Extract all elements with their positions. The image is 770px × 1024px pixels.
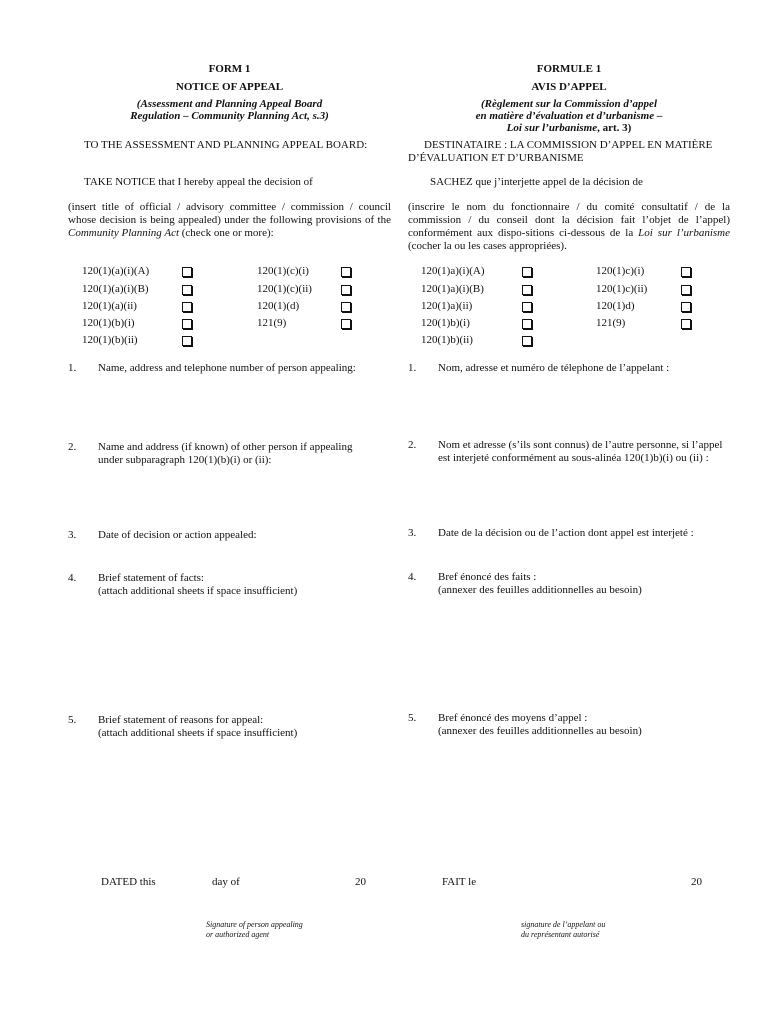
checkbox[interactable]	[522, 336, 532, 346]
provision-item	[596, 300, 635, 313]
provision-label: 120(1)(b)(ii)	[82, 334, 138, 346]
checkbox[interactable]	[522, 285, 532, 295]
provision-item	[596, 265, 644, 278]
addressee: TO THE ASSESSMENT AND PLANNING APPEAL BOARD:	[84, 139, 368, 151]
checkbox[interactable]	[341, 319, 351, 329]
signature-caption-line: signature de l’appelant ou	[521, 920, 606, 929]
provision-item	[421, 300, 472, 313]
item-text: Bref énoncé des faits :	[438, 571, 537, 583]
provision-item	[257, 265, 309, 278]
provision-item	[82, 300, 137, 313]
insert-instructions	[408, 201, 730, 253]
provision-label: 121(9)	[257, 317, 287, 329]
item-text: Brief statement of facts:	[98, 572, 204, 584]
provision-label: 120(1)c)(ii)	[596, 283, 648, 295]
take-notice: TAKE NOTICE that I hereby appeal the decision of	[84, 176, 313, 188]
insert-text: (inscrire le nom du fonctionnaire / du comité consultatif / de la commission / du conseil dont la décision fait l’objet de l’appel) conformément aux dispo-sitions ci-dessous de la	[408, 201, 730, 239]
section-ref: , art. 3)	[597, 122, 632, 134]
item-number: 5.	[408, 712, 417, 724]
checkbox[interactable]	[681, 319, 691, 329]
item-text: Date of decision or action appealed:	[98, 529, 257, 541]
regulation-line-1: (Règlement sur la Commission d’appel	[480, 98, 657, 110]
insert-instructions	[68, 201, 391, 240]
item-body	[98, 572, 391, 598]
item-note: (attach additional sheets if space insufficient)	[98, 585, 298, 597]
item-note: (attach additional sheets if space insufficient)	[98, 727, 298, 739]
item-text: Brief statement of reasons for appeal:	[98, 714, 264, 726]
addressee: DESTINATAIRE : LA COMMISSION D’APPEL EN MATIÈRE D’ÉVALUATION ET D’URBANISME	[408, 139, 713, 164]
provision-item	[82, 265, 149, 278]
provision-label: 120(1)a)(i)(A)	[421, 265, 485, 277]
regulation-line-2: Regulation – Community Planning Act, s.3)	[130, 110, 329, 122]
checkbox[interactable]	[341, 285, 351, 295]
provision-item	[596, 283, 647, 296]
provision-label: 120(1)(a)(i)(B)	[82, 283, 149, 295]
item-text: Name, address and telephone number of person appealing:	[98, 362, 356, 374]
item-text: Nom, adresse et numéro de télephone de l’appelant :	[438, 362, 670, 374]
form-title: NOTICE OF APPEAL	[175, 81, 284, 93]
item-number: 5.	[68, 714, 77, 726]
regulation-line-2: en matière d’évaluation et d’urbanisme –	[475, 110, 663, 122]
regulation-line-1: (Assessment and Planning Appeal Board	[136, 98, 323, 110]
provision-item	[257, 283, 312, 296]
item-number: 2.	[408, 439, 417, 451]
item-note: (annexer des feuilles additionnelles au besoin)	[438, 584, 642, 596]
provision-item	[421, 283, 484, 296]
day-of-label: day of	[212, 876, 240, 888]
provision-item	[82, 283, 149, 296]
insert-text-end: (cocher la ou les cases appropriées).	[408, 240, 567, 252]
take-notice: SACHEZ que j’interjette appel de la décision de	[430, 176, 643, 188]
signature-caption-line: du représentant autorisé	[521, 930, 600, 939]
provision-label: 120(1)a)(ii)	[421, 300, 473, 312]
checkbox[interactable]	[681, 267, 691, 277]
item-number: 3.	[408, 527, 417, 539]
checkbox[interactable]	[182, 267, 192, 277]
item-number: 1.	[408, 362, 417, 374]
provision-label: 120(1)a)(i)(B)	[421, 283, 484, 295]
provision-label: 120(1)d)	[596, 300, 635, 312]
act-name: Community Planning Act	[68, 227, 180, 239]
provision-item	[82, 317, 135, 330]
item-number: 3.	[68, 529, 77, 541]
regulation-line-3	[408, 122, 730, 135]
signature-caption-line: Signature of person appealing	[206, 920, 303, 929]
form-number: FORM 1	[208, 63, 251, 75]
provision-label: 120(1)(c)(i)	[257, 265, 309, 277]
signature-caption	[206, 920, 303, 940]
checkbox[interactable]	[182, 285, 192, 295]
provision-label: 120(1)(b)(i)	[82, 317, 135, 329]
item-number: 2.	[68, 441, 77, 453]
item-text: Name and address (if known) of other person if appealing under subparagraph 120(1)(b)(i) or (ii):	[98, 441, 353, 466]
checkbox[interactable]	[182, 319, 192, 329]
provision-item	[257, 300, 299, 313]
provision-label: 120(1)b)(ii)	[421, 334, 473, 346]
provision-item	[82, 334, 138, 347]
checkbox[interactable]	[341, 302, 351, 312]
fait-label: FAIT le	[442, 876, 477, 888]
form-number: FORMULE 1	[536, 63, 602, 75]
provision-label: 121(9)	[596, 317, 626, 329]
act-name: Loi sur l’urbanisme	[638, 227, 730, 239]
item-body	[98, 714, 391, 740]
provision-item	[421, 265, 485, 278]
item-number: 4.	[408, 571, 417, 583]
provision-label: 120(1)(c)(ii)	[257, 283, 312, 295]
signature-caption-line: or authorized agent	[206, 930, 270, 939]
item-body	[438, 571, 730, 597]
checkbox[interactable]	[681, 285, 691, 295]
provision-label: 120(1)(d)	[257, 300, 300, 312]
insert-text: (insert title of official / advisory committee / commission / council whose decision is being appealed) under the following provisions of the	[68, 201, 391, 226]
provision-label: 120(1)(a)(i)(A)	[82, 265, 150, 277]
item-number: 1.	[68, 362, 77, 374]
signature-caption	[521, 920, 605, 940]
provision-item	[257, 317, 286, 330]
year-prefix: 20	[355, 876, 366, 888]
item-text: Date de la décision ou de l’action dont appel est interjeté :	[438, 527, 694, 539]
item-note: (annexer des feuilles additionnelles au besoin)	[438, 725, 642, 737]
provision-label: 120(1)b)(i)	[421, 317, 470, 329]
checkbox[interactable]	[522, 319, 532, 329]
checkbox[interactable]	[522, 267, 532, 277]
form-title: AVIS D’APPEL	[531, 81, 607, 93]
checkbox[interactable]	[341, 267, 351, 277]
checkbox[interactable]	[182, 302, 192, 312]
act-name: Loi sur l’urbanisme	[506, 122, 598, 134]
checkbox[interactable]	[182, 336, 192, 346]
dated-label: DATED this	[101, 876, 156, 888]
provision-item	[596, 317, 625, 330]
insert-text-end: (check one or more):	[179, 227, 274, 239]
item-text: Bref énoncé des moyens d’appel :	[438, 712, 588, 724]
year-prefix: 20	[691, 876, 702, 888]
checkbox[interactable]	[681, 302, 691, 312]
provision-item	[421, 317, 470, 330]
provision-item	[421, 334, 473, 347]
item-body	[438, 712, 730, 738]
item-number: 4.	[68, 572, 77, 584]
provision-label: 120(1)c)(i)	[596, 265, 645, 277]
item-text: Nom et adresse (s’ils sont connus) de l’autre personne, si l’appel est interjeté conformément au sous-alinéa 120(1)b)(i) ou (ii) :	[438, 439, 723, 464]
checkbox[interactable]	[522, 302, 532, 312]
provision-label: 120(1)(a)(ii)	[82, 300, 137, 312]
